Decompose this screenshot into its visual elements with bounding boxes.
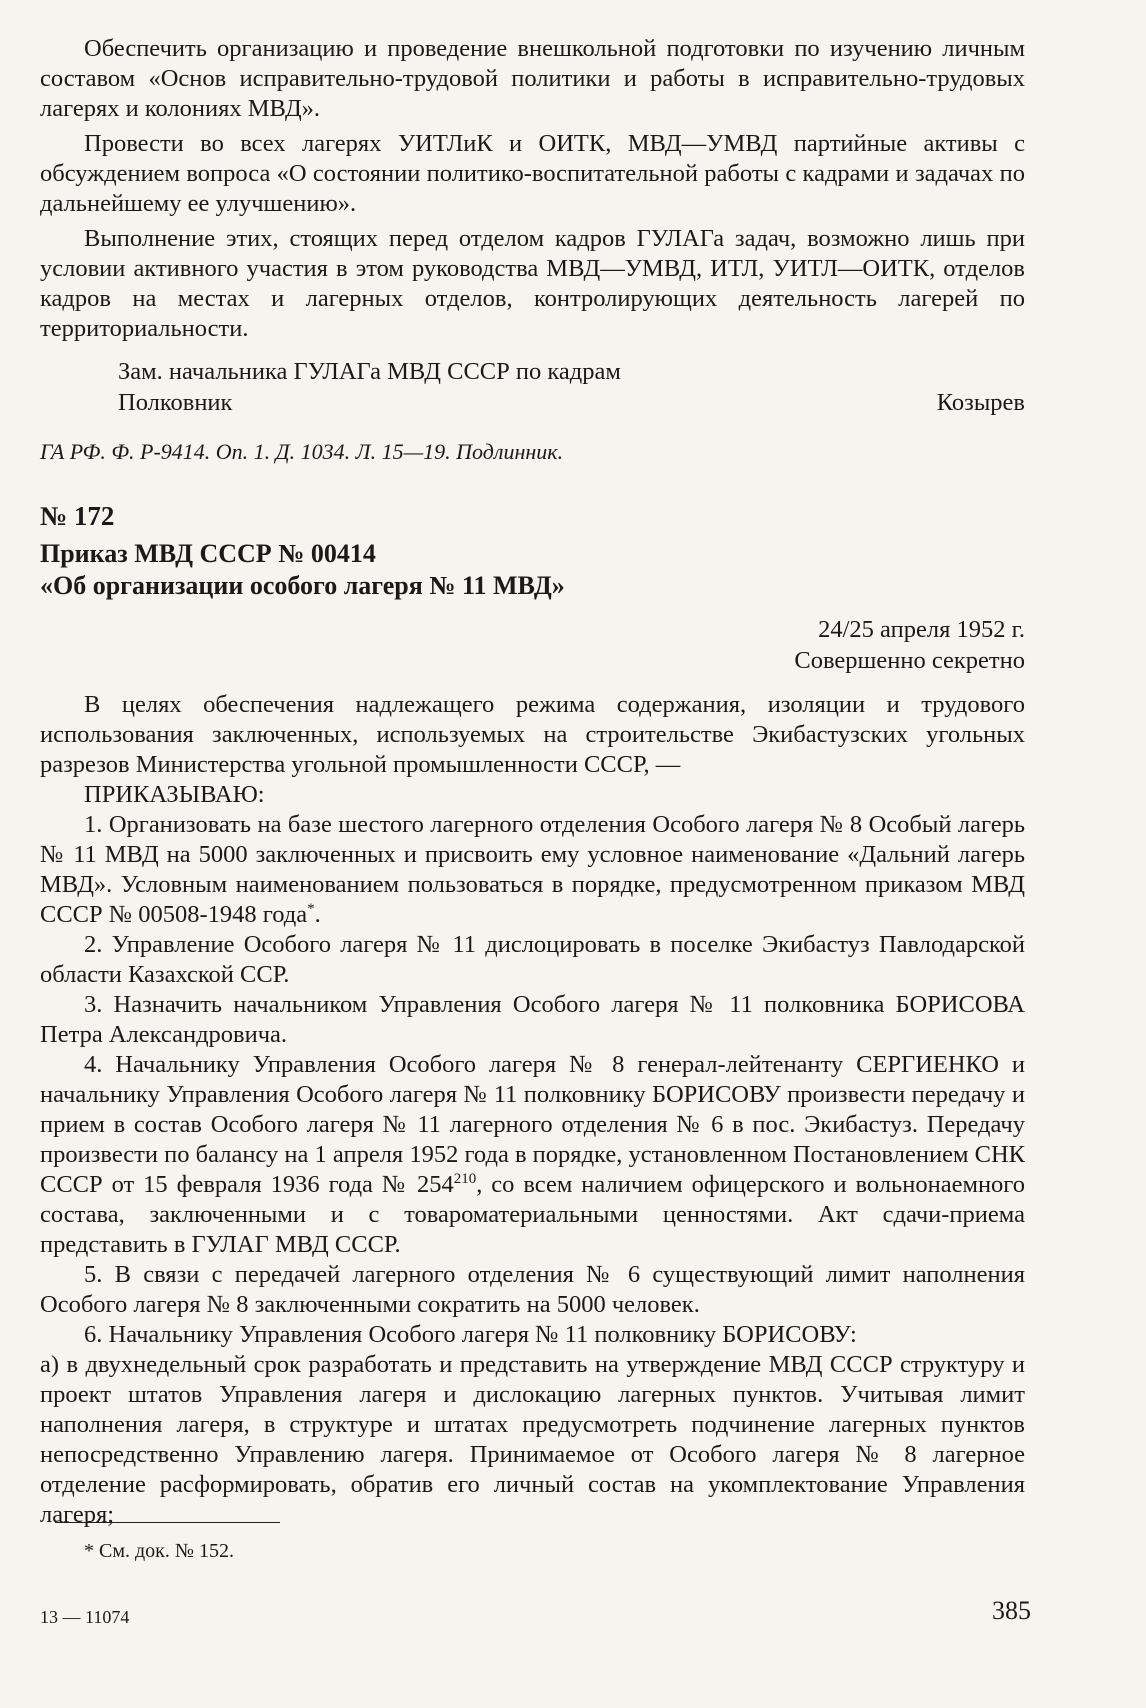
order-item-4-end: , со всем наличием офицерского и вольнонаемного состава, заключенными и с товароматериальными ценностями. Акт сдачи-приема представить в ГУЛАГ МВД СССР. <box>40 1171 1025 1258</box>
paragraph-training: Обеспечить организацию и проведение внешкольной подготовки по изучению личным составом «Основ исправительно-трудовой политики и работы в исправительно-трудовых лагерях и колониях МВД». <box>40 35 1025 122</box>
paragraph-conditions: Выполнение этих, стоящих перед отделом кадров ГУЛАГа задач, возможно лишь при условии активного участия в этом руководства МВД—УМВД, ИТЛ, УИТЛ—ОИТК, отделов кадров на местах и лагерных отделов, контролирующих деятельность лагерей по территориальности. <box>40 225 1025 342</box>
signature-name: Козырев <box>936 389 1025 416</box>
order-item-1-text: 1. Организовать на базе шестого лагерного отделения Особого лагеря № 8 Особый лагерь № 11 МВД на 5000 заключенных и присвоить ему условное наименование «Дальний лагерь МВД». Условным наименованием пользоваться в порядке, предусмотренном приказом МВД СССР № 00508-1948 года <box>40 811 1025 928</box>
document-title-line2: «Об организации особого лагеря № 11 МВД» <box>40 571 565 600</box>
order-word: ПРИКАЗЫВАЮ: <box>84 781 265 808</box>
paragraph-party-activists: Провести во всех лагерях УИТЛиК и ОИТК, МВД—УМВД партийные активы с обсуждением вопроса «О состоянии политико-воспитательной работы с кадрами и задачах по дальнейшему ее улучшению». <box>40 130 1025 217</box>
signature-name-row <box>40 387 1025 418</box>
archive-source: ГА РФ. Ф. Р-9414. Оп. 1. Д. 1034. Л. 15—19. Подлинник. <box>40 439 564 464</box>
signature-position-row <box>40 356 1025 387</box>
printer-signature-mark: 13 — 11074 <box>40 1607 130 1627</box>
footnote-divider <box>55 1522 280 1523</box>
page-body <box>40 34 1025 1530</box>
signature-block <box>40 356 1025 418</box>
document-number: № 172 <box>40 501 115 531</box>
order-item-1 <box>40 810 1025 930</box>
document-meta <box>40 614 1025 676</box>
order-item-3: 3. Назначить начальником Управления Особого лагеря № 11 полковника БОРИСОВА Петра Александровича. <box>40 991 1025 1048</box>
order-item-5: 5. В связи с передачей лагерного отделения № 6 существующий лимит наполнения Особого лагеря № 8 заключенными сократить на 5000 человек. <box>40 1261 1025 1318</box>
endnote-marker: 210 <box>453 1170 477 1187</box>
signature-rank: Полковник <box>118 389 233 416</box>
order-item-2: 2. Управление Особого лагеря № 11 дислоцировать в поселке Экибастуз Павлодарской области Казахской ССР. <box>40 931 1025 988</box>
order-item-6: 6. Начальнику Управления Особого лагеря № 11 полковнику БОРИСОВУ: <box>84 1321 857 1348</box>
page-number: 385 <box>992 1596 1031 1625</box>
document-date: 24/25 апреля 1952 г. <box>818 616 1025 643</box>
footnote-marker: * <box>307 900 315 917</box>
order-item-6a: а) в двухнедельный срок разработать и представить на утверждение МВД СССР структуру и проект штатов Управления лагеря и дислокацию лагерных пунктов. Учитывая лимит наполнения лагеря, в структуре и штатах предусмотреть подчинение лагерных пунктов непосредственно Управлению лагеря. Принимаемое от Особого лагеря № 8 лагерное отделение расформировать, обратив его личный состав на укомплектование Управления лагеря; <box>40 1351 1025 1528</box>
document-classification: Совершенно секретно <box>794 647 1025 674</box>
order-preamble: В целях обеспечения надлежащего режима содержания, изоляции и трудового использования заключенных, используемых на строительстве Экибастузских угольных разрезов Министерства угольной промышленности СССР, — <box>40 691 1025 778</box>
document-title <box>40 538 1025 602</box>
order-item-1-end: . <box>314 901 321 928</box>
order-item-4-text: 4. Начальнику Управления Особого лагеря № 8 генерал-лейтенанту СЕРГИЕНКО и начальнику Управления Особого лагеря № 11 полковнику БОРИСОВУ произвести передачу и прием в состав Особого лагеря № 11 лагерного отделения № 6 в пос. Экибастуз. Передачу произвести по балансу на 1 апреля 1952 года в порядке, установленном Постановлением СНК СССР от 15 февраля 1936 года № 254 <box>40 1051 1025 1198</box>
footnote: * См. док. № 152. <box>84 1540 234 1562</box>
document-title-line1: Приказ МВД СССР № 00414 <box>40 539 376 568</box>
signature-position: Зам. начальника ГУЛАГа МВД СССР по кадрам <box>118 358 621 385</box>
order-item-4 <box>40 1050 1025 1260</box>
